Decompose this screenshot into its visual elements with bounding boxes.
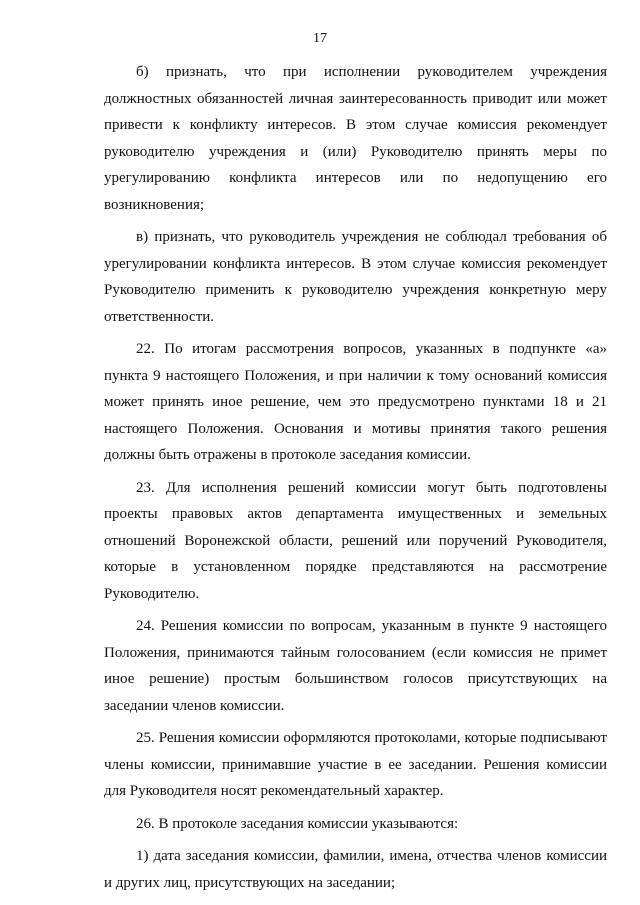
paragraph-26: 26. В протоколе заседания комиссии указываются: (136, 815, 459, 832)
paragraph-26-1: 1) дата заседания комиссии, фамилии, имена, отчества членов комиссии и других лиц, присутствующих на заседании; (104, 848, 607, 891)
paragraph-b: б) признать, что при исполнении руководителем учреждения должностных обязанностей личная заинтересованность приводит или может привести к конфликту интересов. В этом случае комиссия рекомендует руководителю учреждения и (или) Руководителю принять меры по урегулированию конфликта интересов или по недопущению его возникновения; (104, 64, 607, 213)
paragraph-25: 25. Решения комиссии оформляются протоколами, которые подписывают члены комиссии, принимавшие участие в ее заседании. Решения комиссии для Руководителя носят рекомендательный характер. (104, 730, 607, 799)
document-body (104, 59, 607, 902)
page-number: 17 (313, 31, 327, 46)
paragraph-24: 24. Решения комиссии по вопросам, указанным в пункте 9 настоящего Положения, принимаются тайным голосованием (если комиссия не примет иное решение) простым большинством голосов присутствующих на заседании членов комиссии. (104, 618, 607, 714)
paragraph-23: 23. Для исполнения решений комиссии могут быть подготовлены проекты правовых актов департамента имущественных и земельных отношений Воронежской области, решений или поручений Руководителя, которые в установленном порядке представляются на рассмотрение Руководителю. (104, 479, 607, 602)
paragraph-22: 22. По итогам рассмотрения вопросов, указанных в подпункте «а» пункта 9 настоящего Положения, и при наличии к тому оснований комиссия может принять иное решение, чем это предусмотрено пунктами 18 и 21 настоящего Положения. Основания и мотивы принятия такого решения должны быть отражены в протоколе заседания комиссии. (104, 341, 607, 463)
paragraph-v: в) признать, что руководитель учреждения не соблюдал требования об урегулировании конфликта интересов. В этом случае комиссия рекомендует Руководителю применить к руководителю учреждения конкретную меру ответственности. (104, 229, 607, 325)
